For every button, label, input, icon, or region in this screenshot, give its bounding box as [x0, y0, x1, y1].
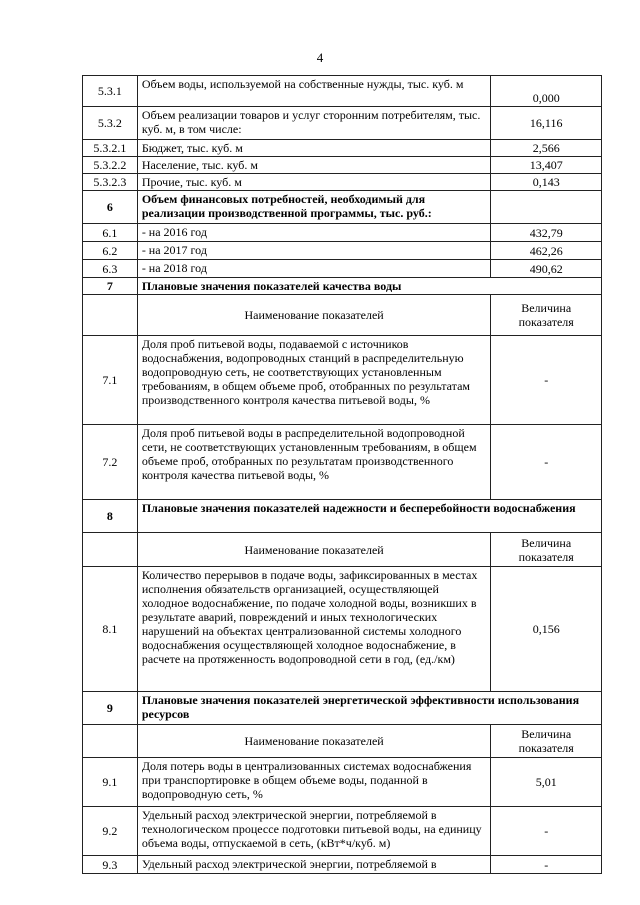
row-text: - на 2017 год [138, 242, 492, 259]
header-value: Величина показателя [518, 301, 574, 329]
row-value: 16,116 [529, 116, 563, 130]
row-value: 462,26 [529, 244, 563, 258]
row-text: Население, тыс. куб. м [138, 157, 492, 173]
header-row [82, 295, 602, 336]
section-title: Плановые значения показателей надежности и бесперебойности водоснабжения [141, 501, 576, 515]
table-row [82, 758, 602, 807]
row-value: - [544, 455, 549, 469]
row-value: 0,000 [532, 91, 560, 105]
empty-value [491, 191, 601, 223]
row-number: 6.3 [83, 260, 138, 277]
row-number: 5.3.2.3 [83, 174, 138, 190]
row-number: 6.2 [83, 242, 138, 259]
table-row [82, 174, 602, 191]
header-row [82, 725, 602, 758]
row-text: Доля проб питьевой воды в распределительной водопроводной сети, не соответствующих установленным требованиям, в общем объеме проб, отобранных по результатам производственного контроля качества питьевой воды, % [138, 425, 492, 499]
table-row [82, 140, 602, 157]
table-row [82, 567, 602, 692]
row-text: Объем воды, используемой на собственные нужды, тыс. куб. м [138, 76, 492, 106]
row-text: Доля проб питьевой воды, подаваемой с источников водоснабжения, водопроводных станций в распределительную водопроводную сеть, не соответствующих установленным требованиям, в общем объеме проб, отобранных по результатам производственного контроля качества питьевой воды, % [138, 336, 492, 424]
row-number: 7.2 [83, 425, 138, 499]
row-value: - [544, 858, 549, 872]
section-row [82, 692, 602, 725]
header-name: Наименование показателей [138, 295, 492, 335]
table-row [82, 807, 602, 856]
row-number: 5.3.1 [83, 76, 138, 106]
header-name: Наименование показателей [138, 725, 492, 757]
row-value: 432,79 [529, 226, 563, 240]
table-row [82, 157, 602, 174]
section-title: Объем финансовых потребностей, необходимый для реализации производственной программы, тыс. руб.: [138, 191, 492, 223]
section-number: 6 [83, 191, 138, 223]
table-row [82, 856, 602, 874]
section-title: Плановые значения показателей энергетической эффективности использования ресурсов [141, 693, 580, 721]
row-number: 9.1 [83, 758, 138, 806]
table-row [82, 75, 602, 107]
empty-number [83, 295, 138, 335]
header-value: Величина показателя [518, 727, 574, 755]
empty-number [83, 533, 138, 566]
row-number: 5.3.2 [83, 107, 138, 139]
table-row [82, 224, 602, 242]
row-number: 9.2 [83, 807, 138, 855]
section-number: 8 [83, 500, 138, 532]
empty-number [83, 725, 138, 757]
row-value: - [544, 373, 549, 387]
header-name: Наименование показателей [138, 533, 492, 566]
indicators-table [82, 75, 602, 874]
row-number: 6.1 [83, 224, 138, 241]
section-title: Плановые значения показателей качества воды [141, 279, 402, 293]
row-value: - [544, 824, 549, 838]
row-text: Объем реализации товаров и услуг сторонним потребителям, тыс. куб. м, в том числе: [138, 107, 492, 139]
row-value: 0,156 [532, 622, 560, 636]
table-row [82, 336, 602, 425]
table-row [82, 425, 602, 500]
row-text: Бюджет, тыс. куб. м [138, 140, 492, 156]
row-value: 5,01 [535, 775, 557, 789]
row-text: Доля потерь воды в централизованных системах водоснабжения при транспортировке в общем объеме воды, поданной в водопроводную сеть, % [138, 758, 492, 806]
section-number: 7 [83, 278, 138, 294]
row-number: 8.1 [83, 567, 138, 691]
row-number: 7.1 [83, 336, 138, 424]
page-number: 4 [316, 50, 324, 65]
table-row [82, 260, 602, 278]
row-number: 5.3.2.1 [83, 140, 138, 156]
section-number: 9 [83, 692, 138, 724]
row-value: 0,143 [532, 175, 560, 189]
row-value: 13,407 [529, 158, 563, 172]
row-text: - на 2016 год [138, 224, 492, 241]
table-row [82, 107, 602, 140]
table-row [82, 242, 602, 260]
row-value: 2,566 [532, 141, 560, 155]
row-number: 9.3 [83, 856, 138, 873]
section-row [82, 191, 602, 224]
row-text: Удельный расход электрической энергии, потребляемой в технологическом процессе подготовки питьевой воды, на единицу объема воды, отпускаемой в сеть, (кВт*ч/куб. м) [138, 807, 492, 855]
header-row [82, 533, 602, 567]
row-text: Удельный расход электрической энергии, потребляемой в [138, 856, 492, 873]
row-text: - на 2018 год [138, 260, 492, 277]
row-text: Прочие, тыс. куб. м [138, 174, 492, 190]
row-number: 5.3.2.2 [83, 157, 138, 173]
row-text: Количество перерывов в подаче воды, зафиксированных в местах исполнения обязательств организацией, осуществляющей холодное водоснабжение, по подаче холодной воды, возникших в результате аварий, повреждений и иных технологических нарушений на объектах централизованной системы холодного водоснабжения осуществляющей холодное водоснабжение, в расчете на протяженность водопроводной сети в год, (ед./км) [138, 567, 492, 691]
section-row [82, 500, 602, 533]
row-value: 490,62 [529, 262, 563, 276]
section-row [82, 278, 602, 295]
header-value: Величина показателя [518, 535, 574, 564]
